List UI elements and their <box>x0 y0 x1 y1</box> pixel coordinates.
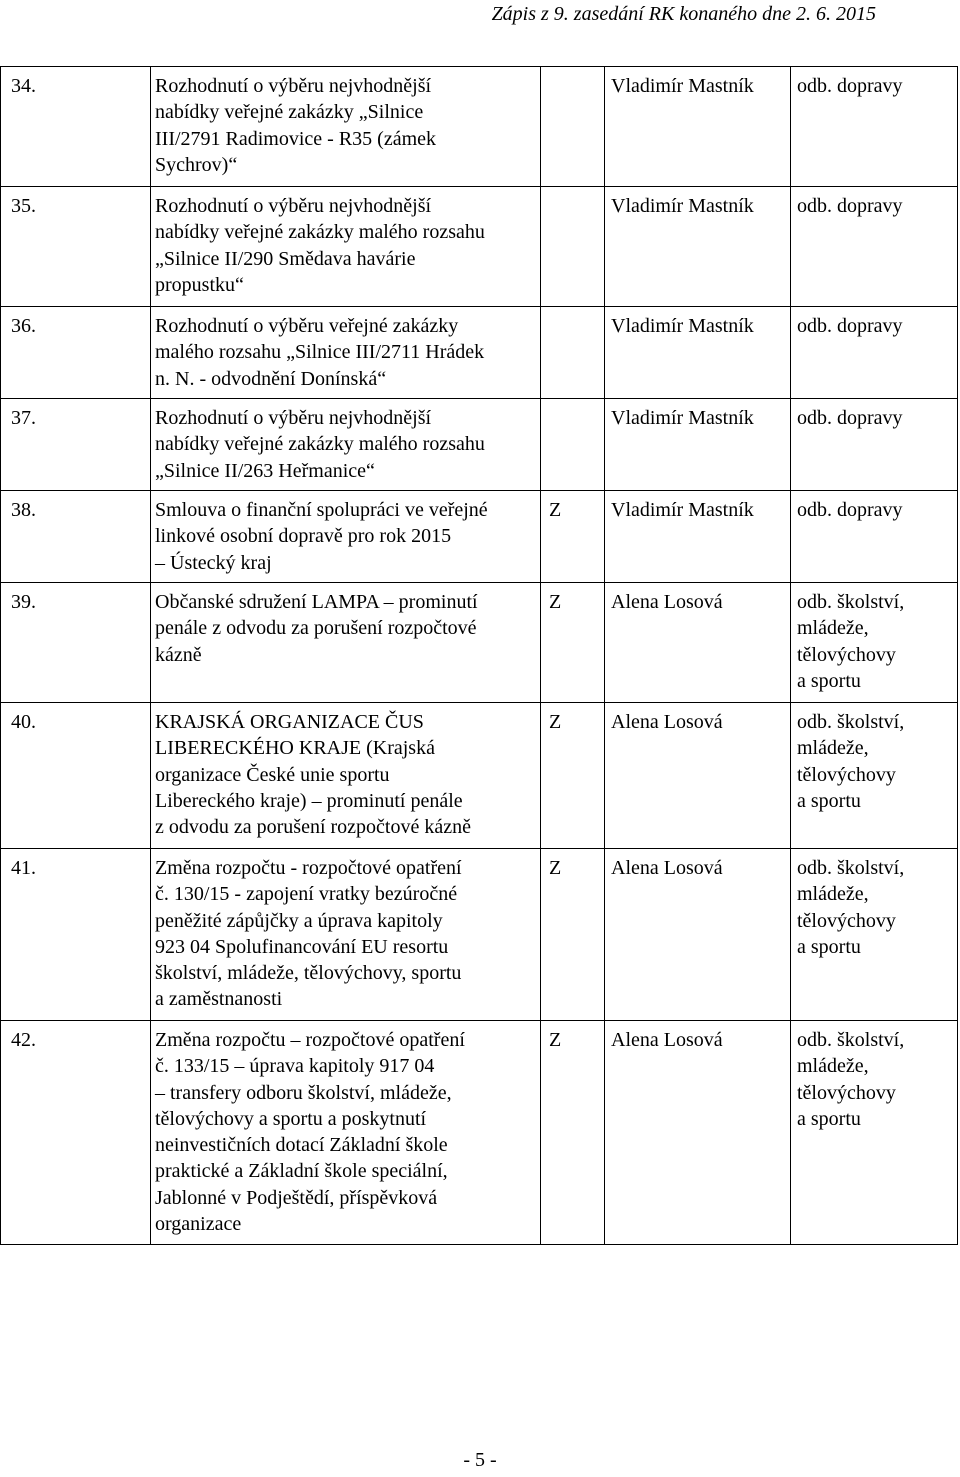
item-person-cell: Alena Losová <box>605 703 791 849</box>
item-person-cell: Alena Losová <box>605 849 791 1021</box>
item-subject-cell: Občanské sdružení LAMPA – prominutí penále z odvodu za porušení rozpočtové kázně <box>151 583 541 703</box>
item-department-cell: odb. školství, mládeže, tělovýchovy a sportu <box>791 849 958 1021</box>
table-row <box>1 703 958 849</box>
table-row <box>1 307 958 399</box>
item-subject-cell: Rozhodnutí o výběru nejvhodnější nabídky veřejné zakázky malého rozsahu „Silnice II/263 Heřmanice“ <box>151 399 541 491</box>
item-mark-cell: Z <box>541 703 605 849</box>
item-subject-cell: Rozhodnutí o výběru nejvhodnější nabídky veřejné zakázky malého rozsahu „Silnice II/290 Smědava havárie propustku“ <box>151 187 541 307</box>
item-department-cell: odb. školství, mládeže, tělovýchovy a sportu <box>791 583 958 703</box>
item-mark-cell: Z <box>541 1021 605 1245</box>
table-row <box>1 187 958 307</box>
table-row <box>1 583 958 703</box>
agenda-table <box>0 66 958 1245</box>
item-department-cell: odb. školství, mládeže, tělovýchovy a sportu <box>791 1021 958 1245</box>
item-subject-cell: Změna rozpočtu – rozpočtové opatření č. 133/15 – úprava kapitoly 917 04 – transfery odboru školství, mládeže, tělovýchovy a sportu a poskytnutí neinvestičních dotací Základní škole praktické a Základní škole speciální, Jablonné v Podještědí, příspěvková organizace <box>151 1021 541 1245</box>
item-person-cell: Vladimír Mastník <box>605 307 791 399</box>
document-header: Zápis z 9. zasedání RK konaného dne 2. 6. 2015 <box>491 3 876 25</box>
item-person-cell: Alena Losová <box>605 1021 791 1245</box>
item-number-cell: 35. <box>1 187 151 307</box>
item-mark-cell: Z <box>541 491 605 583</box>
item-number-cell: 39. <box>1 583 151 703</box>
item-number-cell: 42. <box>1 1021 151 1245</box>
item-mark-cell: Z <box>541 849 605 1021</box>
item-subject-cell: Rozhodnutí o výběru nejvhodnější nabídky veřejné zakázky „Silnice III/2791 Radimovice - R35 (zámek Sychrov)“ <box>151 67 541 187</box>
item-person-cell: Vladimír Mastník <box>605 67 791 187</box>
page-number: - 5 - <box>463 1449 497 1471</box>
item-subject-cell: Změna rozpočtu - rozpočtové opatření č. 130/15 - zapojení vratky bezúročné peněžité zápůjčky a úprava kapitoly 923 04 Spolufinancování EU resortu školství, mládeže, tělovýchovy, sportu a zaměstnanosti <box>151 849 541 1021</box>
item-mark-cell <box>541 307 605 399</box>
table-row <box>1 849 958 1021</box>
item-department-cell: odb. dopravy <box>791 187 958 307</box>
item-subject-cell: Rozhodnutí o výběru veřejné zakázky malého rozsahu „Silnice III/2711 Hrádek n. N. - odvodnění Donínská“ <box>151 307 541 399</box>
item-number-cell: 41. <box>1 849 151 1021</box>
item-department-cell: odb. dopravy <box>791 399 958 491</box>
item-number-cell: 34. <box>1 67 151 187</box>
table-row <box>1 399 958 491</box>
item-mark-cell <box>541 399 605 491</box>
item-department-cell: odb. školství, mládeže, tělovýchovy a sportu <box>791 703 958 849</box>
item-person-cell: Vladimír Mastník <box>605 491 791 583</box>
item-mark-cell: Z <box>541 583 605 703</box>
item-person-cell: Vladimír Mastník <box>605 399 791 491</box>
table-row <box>1 67 958 187</box>
item-department-cell: odb. dopravy <box>791 67 958 187</box>
item-subject-cell: KRAJSKÁ ORGANIZACE ČUS LIBERECKÉHO KRAJE (Krajská organizace České unie sportu Libereckého kraje) – prominutí penále z odvodu za porušení rozpočtové kázně <box>151 703 541 849</box>
item-number-cell: 40. <box>1 703 151 849</box>
item-number-cell: 38. <box>1 491 151 583</box>
item-mark-cell <box>541 67 605 187</box>
item-mark-cell <box>541 187 605 307</box>
table-row <box>1 1021 958 1245</box>
item-number-cell: 37. <box>1 399 151 491</box>
item-number-cell: 36. <box>1 307 151 399</box>
item-subject-cell: Smlouva o finanční spolupráci ve veřejné linkové osobní dopravě pro rok 2015 – Ústecký kraj <box>151 491 541 583</box>
item-person-cell: Alena Losová <box>605 583 791 703</box>
table-row <box>1 491 958 583</box>
item-department-cell: odb. dopravy <box>791 491 958 583</box>
item-person-cell: Vladimír Mastník <box>605 187 791 307</box>
item-department-cell: odb. dopravy <box>791 307 958 399</box>
